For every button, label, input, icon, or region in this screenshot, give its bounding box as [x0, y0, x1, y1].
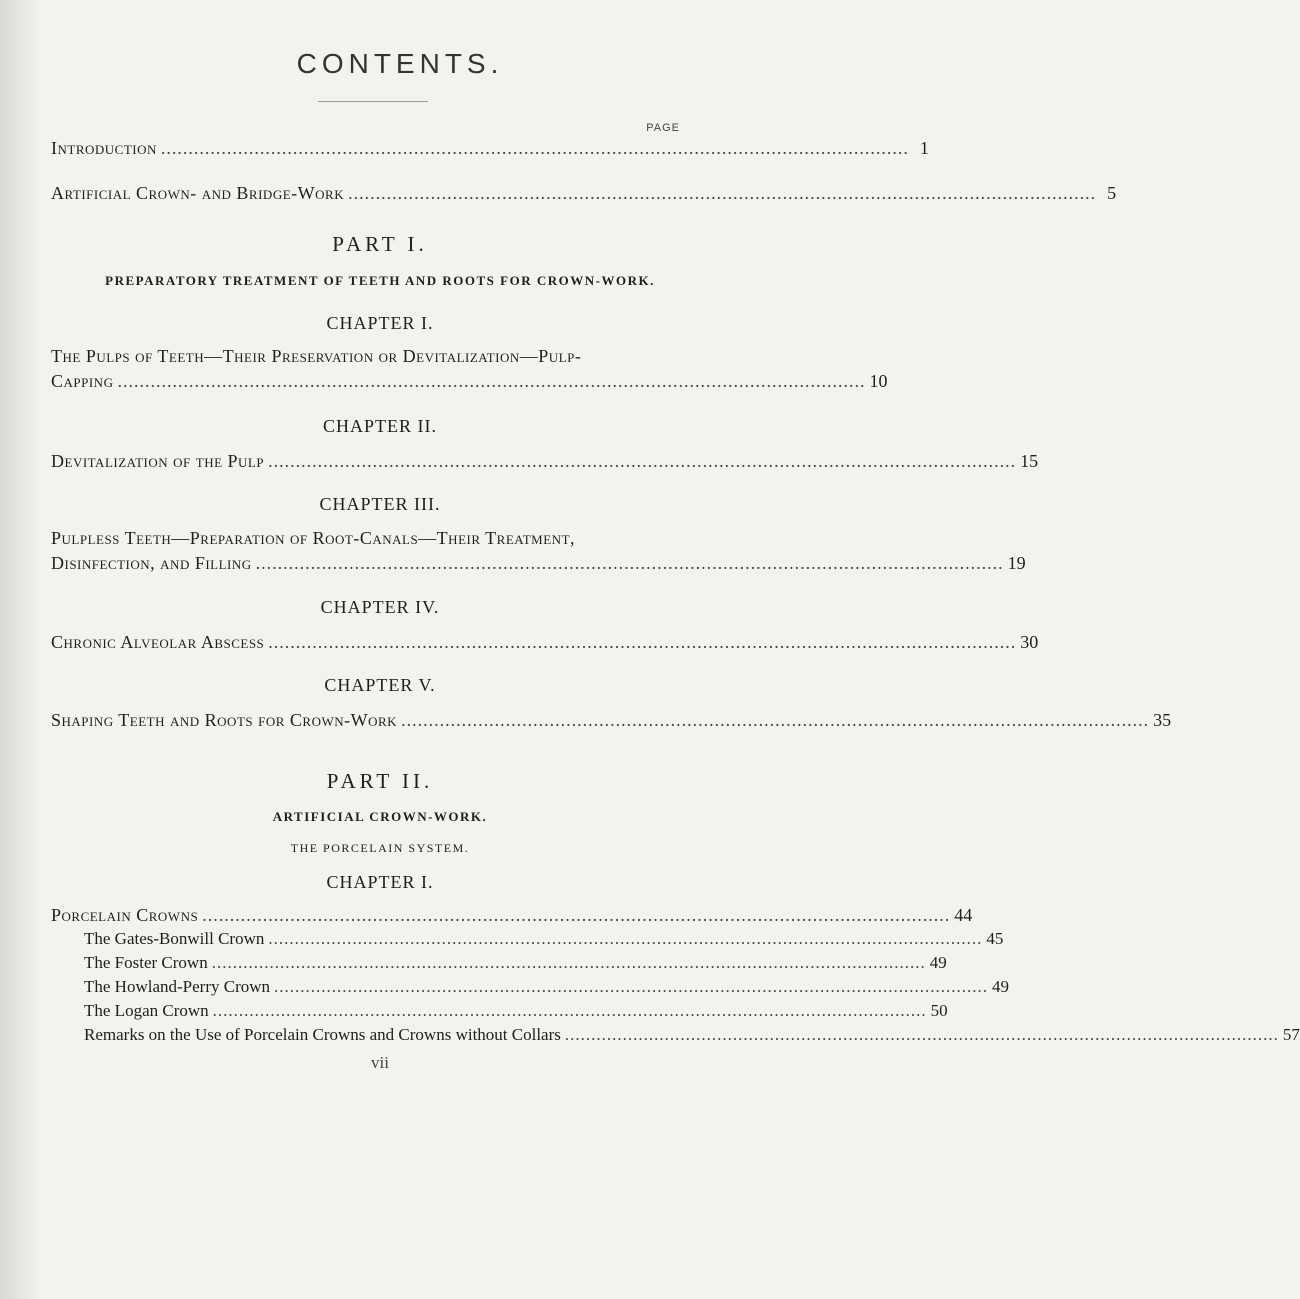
toc-entry-introduction — [51, 138, 929, 164]
leader-dots: ........................................................................................................................................ — [202, 905, 951, 925]
chapter-heading: CHAPTER I. — [326, 872, 434, 892]
toc-entry-label: Capping — [51, 371, 114, 391]
chapter-heading: CHAPTER III. — [319, 494, 441, 514]
page-folio: vii — [371, 1053, 389, 1072]
toc-subentry-foster — [84, 953, 947, 979]
toc-entry-abscess — [51, 632, 1039, 658]
title-rule — [318, 101, 428, 102]
toc-entry-label: Porcelain Crowns — [51, 905, 199, 925]
toc-entry-shaping — [51, 710, 1172, 736]
toc-entry-label: Remarks on the Use of Porcelain Crowns and Crowns without Collars — [84, 1025, 561, 1044]
toc-entry-label: Introduction — [51, 138, 157, 158]
chapter-heading: CHAPTER II. — [323, 416, 437, 436]
toc-entry-pulpless-line1 — [51, 528, 681, 554]
toc-subentry-howland-perry — [84, 977, 1010, 1003]
leader-dots: ........................................................................................................................................ — [255, 553, 1004, 573]
toc-entry-label: Artificial Crown- and Bridge-Work — [51, 183, 345, 203]
toc-entry-label: Devitalization of the Pulp — [51, 451, 265, 471]
leader-dots: ........................................................................................................................................ — [268, 632, 1017, 652]
toc-entry-artificial-crown — [51, 183, 1117, 209]
toc-entry-page: 49 — [992, 977, 1010, 996]
toc-entry-label: Pulpless Teeth—Preparation of Root-Canals—Their Treatment, — [51, 528, 576, 548]
toc-subentry-gates-bonwill — [84, 929, 1004, 955]
toc-entry-page: 5 — [1107, 183, 1117, 203]
part1-heading: PART I. — [332, 232, 428, 256]
toc-entry-label: The Gates-Bonwill Crown — [84, 929, 265, 948]
toc-entry-label: The Foster Crown — [84, 953, 208, 972]
leader-dots: ........................................................................................................................................ — [268, 929, 983, 948]
leader-dots: ........................................................................................................................................ — [117, 371, 866, 391]
part1-subtitle: PREPARATORY TREATMENT OF TEETH AND ROOTS FOR CROWN-WORK. — [105, 273, 655, 288]
toc-entry-label: The Howland-Perry Crown — [84, 977, 271, 996]
toc-subentry-logan — [84, 1001, 948, 1027]
toc-entry-page: 30 — [1020, 632, 1039, 652]
toc-entry-page: 44 — [954, 905, 973, 925]
part2-subtitle: ARTIFICIAL CROWN-WORK. — [272, 809, 488, 824]
leader-dots: ........................................................................................................................................ — [211, 953, 926, 972]
toc-entry-pulpless — [51, 553, 1026, 579]
chapter-heading: CHAPTER IV. — [320, 597, 440, 617]
toc-entry-page: 50 — [930, 1001, 948, 1020]
leader-dots: ........................................................................................................................................ — [348, 183, 1097, 203]
toc-entry-label: The Pulps of Teeth—Their Preservation or Devitalization—Pulp- — [51, 346, 582, 366]
toc-entry-label: Disinfection, and Filling — [51, 553, 252, 573]
leader-dots: ........................................................................................................................................ — [212, 1001, 927, 1020]
part2-heading: PART II. — [326, 769, 434, 793]
toc-entry-page: 1 — [919, 138, 929, 158]
toc-subentry-remarks — [84, 1025, 1300, 1051]
chapter-heading: CHAPTER V. — [324, 675, 436, 695]
part2-subsubtitle: THE PORCELAIN SYSTEM. — [290, 841, 470, 855]
toc-entry-porcelain-crowns — [51, 905, 973, 931]
toc-entry-page: 15 — [1020, 451, 1039, 471]
toc-entry-page: 10 — [869, 371, 888, 391]
toc-entry-pulps-line1 — [51, 346, 681, 372]
leader-dots: ........................................................................................................................................ — [274, 977, 989, 996]
toc-entry-pulps — [51, 371, 888, 397]
leader-dots: ........................................................................................................................................ — [160, 138, 909, 158]
toc-entry-label: Shaping Teeth and Roots for Crown-Work — [51, 710, 398, 730]
toc-entry-page: 45 — [986, 929, 1004, 948]
toc-entry-devitalization — [51, 451, 1039, 477]
page-title: CONTENTS. — [296, 48, 504, 79]
leader-dots: ........................................................................................................................................ — [401, 710, 1150, 730]
toc-entry-page: 35 — [1153, 710, 1172, 730]
chapter-heading: CHAPTER I. — [326, 313, 434, 333]
toc-entry-page: 57 — [1282, 1025, 1300, 1044]
toc-entry-page: 19 — [1007, 553, 1026, 573]
toc-entry-label: The Logan Crown — [84, 1001, 209, 1020]
toc-entry-label: Chronic Alveolar Abscess — [51, 632, 265, 652]
leader-dots: ........................................................................................................................................ — [268, 451, 1017, 471]
page-column-label: PAGE — [646, 122, 680, 134]
leader-dots: ........................................................................................................................................ — [564, 1025, 1279, 1044]
toc-entry-page: 49 — [929, 953, 947, 972]
